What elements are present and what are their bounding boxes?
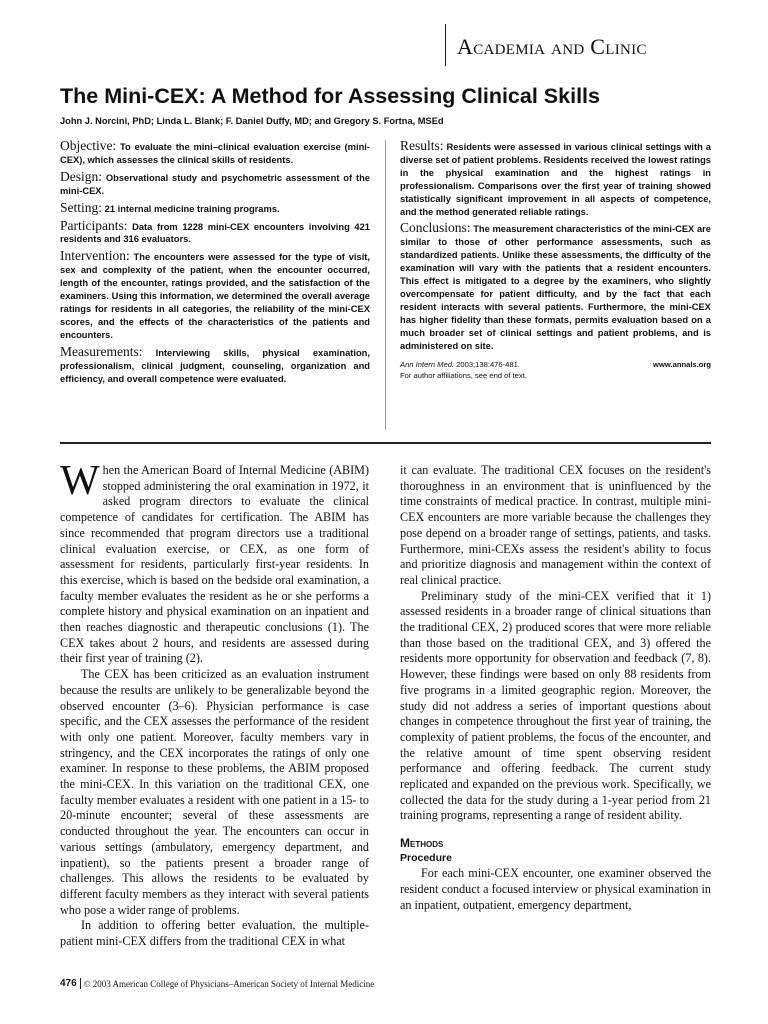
body-paragraph: The CEX has been criticized as an evaluation instrument because the results are unlikely to be generalizable beyond the observed encounter (3–6). Physician performance is case specific, and the CEX assesses the performance of the resident with only one patient. Moreover, faculty members vary in stringency, and the CEX incorporates the ratings of only one examiner. In response to these problems, the ABIM proposed the mini-CEX. In this variation on the traditional CEX, one faculty member evaluates a resident with one patient in a 15- to 20-minute encounter; several of these assessments are conducted throughout the year. The encounters can occur in various settings (ambulatory, emergency department, and inpatient), so the patients present a broader range of challenges. This allows the residents to be evaluated by different faculty members as they interact with several patients who pose a wider range of problems. xyxy=(60,667,369,917)
abstract-intervention xyxy=(60,250,370,341)
abstract-label: Results: xyxy=(400,138,444,153)
abstract-results xyxy=(400,140,711,218)
abstract-text: Data from 1228 mini-CEX encounters involving 421 residents and 316 evaluators. xyxy=(60,221,370,245)
abstract-conclusions xyxy=(400,222,711,352)
abstract-label: Objective: xyxy=(60,138,117,153)
article-title: The Mini-CEX: A Method for Assessing Clinical Skills xyxy=(60,84,600,108)
paragraph-text: hen the American Board of Internal Medicine (ABIM) stopped administering the oral examination in 1972, it asked program directors to evaluate the clinical competence of candidates for certification. The ABIM has since recommended that program directors use a traditional clinical evaluation exercise, or CEX, as one form of assessment for residents, particularly first-year residents. In this exercise, which is based on the bedside oral examination, a faculty member evaluates the resident as he or she performs a complete history and physical examination on an inpatient and then reaches diagnostic and therapeutic conclusions (1). The CEX takes about 2 hours, and residents are assessed during their first year of training (2). xyxy=(60,463,369,666)
body-left-column xyxy=(60,458,369,950)
abstract-setting xyxy=(60,199,370,216)
abstract-left-column xyxy=(60,140,370,389)
body-paragraph: Preliminary study of the mini-CEX verified that it 1) assessed residents in a broader range of clinical situations than the traditional CEX, 2) produced scores that were more reliable than those based on the traditional CEX, and 3) offered the residents more opportunity for observation and feedback (7, 8). However, these findings were based on only 88 residents from five programs in a limited geographic region. Moreover, the study did not address a series of important questions about changes in competence throughout the first year of training, the complexity of patient problems, the focus of the encounter, and the relative amount of time spent observing resident performance and offering feedback. The current study replicated and expanded on the previous work. Specifically, we collected the data for the study during a 1-year period from 21 training programs, representing a range of resident ability. xyxy=(400,588,711,823)
section-header xyxy=(445,24,745,66)
abstract-label: Setting: xyxy=(60,199,103,215)
methods-heading: Methods xyxy=(400,836,444,851)
body-paragraph: In addition to offering better evaluation, the multiple-patient mini-CEX differs from the traditional CEX in what xyxy=(60,918,369,949)
journal-name: Ann Intern Med. xyxy=(400,359,455,369)
abstract-text: Interviewing skills, physical examination, professionalism, clinical judgment, counseling, organization and efficiency, and overall competence were evaluated. xyxy=(60,347,370,384)
body-paragraph: For each mini-CEX encounter, one examiner observed the resident conduct a focused interview or physical examination in an inpatient, outpatient, emergency department, xyxy=(400,866,711,912)
abstract-text: The measurement characteristics of the mini-CEX are similar to those of other performance assessments, such as standardized patients. Unlike these assessments, the difficulty of the examination will vary with the patients that a resident encounters. This effect is mitigated to a degree by the examiners, who slightly overcompensate for patient difficulty, and by the fact that each resident interacts with several patients. Furthermore, the mini-CEX has higher fidelity than these formats, permits evaluation based on a much broader set of clinical settings and patient problems, and is administered on site. xyxy=(400,224,711,351)
section-title: Academia and Clinic xyxy=(457,34,647,59)
page-footer xyxy=(60,978,374,989)
page-number: 476 xyxy=(60,978,81,989)
abstract-participants xyxy=(60,217,370,247)
abstract-right-column xyxy=(400,140,711,381)
abstract-body-divider xyxy=(60,442,711,444)
copyright-notice: © 2003 American College of Physicians–American Society of Internal Medicine xyxy=(83,978,375,989)
abstract-column-divider xyxy=(385,140,386,430)
abstract-measurements xyxy=(60,343,370,386)
abstract-label: Participants: xyxy=(60,217,128,233)
abstract-design xyxy=(60,168,370,198)
procedure-subheading: Procedure xyxy=(400,852,452,865)
section-divider xyxy=(445,24,446,66)
abstract-text: To evaluate the mini–clinical evaluation exercise (mini-CEX), which assesses the clinical skills of residents. xyxy=(60,142,370,165)
journal-url[interactable]: www.annals.org xyxy=(653,359,711,369)
abstract-label: Intervention: xyxy=(60,248,130,264)
abstract-text: Residents were assessed in various clinical settings with a diverse set of patient problems. Residents received the lowest ratings in the physical examination and the highest ratings in professionalism. Comparisons over the first year of training showed statistically significant improvement in all aspects of competence, and the method generated reliable ratings. xyxy=(400,142,711,217)
citation-ref xyxy=(400,359,520,370)
body-paragraph xyxy=(60,458,369,667)
drop-cap: W xyxy=(60,458,100,504)
abstract-text: The encounters were assessed for the type of visit, sex and complexity of the patient, when the encounter occurred, length of the encounter, ratings provided, and the satisfaction of the examiners. Using this information, we determined the overall average ratings for residents in all categories, the reliability of the mini-CEX scores, and the effects of the characteristics of the patients and encounters. xyxy=(60,252,370,340)
citation-volume: 2003;138:476-481. xyxy=(454,359,520,369)
author-affiliations-note: For author affiliations, see end of text. xyxy=(400,370,527,380)
abstract-objective xyxy=(60,140,370,167)
abstract-label: Conclusions: xyxy=(400,220,471,236)
author-list: John J. Norcini, PhD; Linda L. Blank; F. Daniel Duffy, MD; and Gregory S. Fortna, MSEd xyxy=(60,116,444,126)
body-right-column xyxy=(400,463,711,913)
citation xyxy=(400,359,711,370)
abstract-label: Measurements: xyxy=(60,343,143,359)
abstract-text: 21 internal medicine training programs. xyxy=(104,203,280,214)
body-paragraph: it can evaluate. The traditional CEX focuses on the resident's thoroughness in an environment that is uninfluenced by the time constraints of medical practice. In contrast, multiple mini-CEX encounters are more variable because the challenges they pose depend on a broader range of settings, patients, and tasks. Furthermore, mini-CEXs assess the resident's ability to focus and prioritize diagnosis and management within the context of real clinical practice. xyxy=(400,463,711,587)
abstract-label: Design: xyxy=(60,168,102,184)
abstract-text: Observational study and psychometric assessment of the mini-CEX. xyxy=(60,172,370,196)
